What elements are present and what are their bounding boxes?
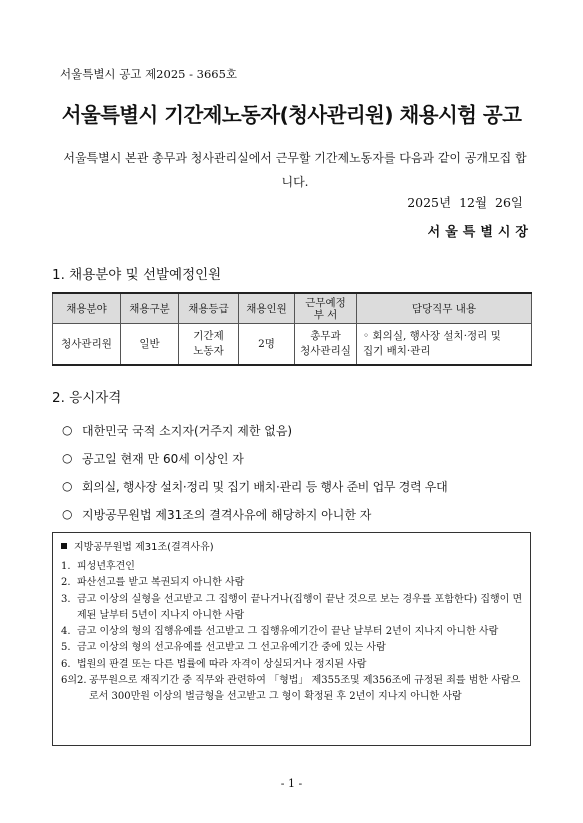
qualification-text: 지방공무원법 제31조의 결격사유에 해당하지 아니한 자: [82, 507, 372, 522]
table-header-cell: 근무예정 부 서: [295, 293, 357, 324]
cell-dept: 총무과 청사관리실: [295, 324, 357, 366]
item-text: 파산선고를 받고 복권되지 아니한 사람: [77, 577, 245, 589]
table-header-cell: 담당직무 내용: [357, 293, 532, 324]
square-bullet-icon: [61, 543, 67, 549]
list-item: [62, 416, 542, 444]
item-number: 6.: [61, 658, 71, 670]
page-title: 서울특별시 기간제노동자(청사관리원) 채용시험 공고: [61, 103, 522, 127]
list-item: [61, 657, 523, 673]
table-row: [53, 324, 532, 366]
announcement-date: 2025년 12월 26일: [407, 195, 523, 210]
recruitment-table: [52, 292, 532, 366]
disqualification-law-box: [52, 532, 531, 746]
law-box-title-text: 지방공무원법 제31조(결격사유): [74, 542, 214, 553]
list-item: [61, 559, 523, 575]
doc-number: 서울특별시 공고 제2025 - 3665호: [60, 67, 238, 81]
list-item: [61, 592, 523, 625]
table-header-cell: 채용등급: [179, 293, 239, 324]
item-text: 법원의 판결 또는 다른 법률에 따라 자격이 상실되거나 정지된 사람: [77, 658, 367, 670]
item-text: 피성년후견인: [77, 561, 135, 572]
table-header-row: [53, 293, 532, 324]
circle-bullet-icon: ○: [62, 423, 73, 437]
table-header-cell: 채용분야: [53, 293, 121, 324]
qualification-text: 대한민국 국적 소지자(거주지 제한 없음): [82, 423, 293, 438]
cell-duty: ◦ 회의실, 행사장 설치·정리 및 집기 배치·관리: [357, 324, 532, 366]
item-number: 1.: [61, 561, 71, 572]
qualification-text: 공고일 현재 만 60세 이상인 자: [82, 451, 244, 466]
signer: 서울특별시장: [427, 225, 533, 240]
cell-type: 일반: [121, 324, 179, 366]
table-header-cell: 채용인원: [239, 293, 295, 324]
page-number: - 1 -: [280, 777, 303, 790]
list-item: [62, 500, 542, 528]
table-header-cell: 채용구분: [121, 293, 179, 324]
list-item: [61, 640, 523, 656]
section-heading-recruitment: 1. 채용분야 및 선발예정인원: [52, 267, 222, 283]
item-text: 금고 이상의 형의 선고유예를 선고받고 그 선고유예기간 중에 있는 사람: [77, 642, 386, 654]
cell-count: 2명: [239, 324, 295, 366]
item-number: 6의2.: [61, 675, 87, 687]
list-item: [61, 624, 523, 640]
list-item: [61, 575, 523, 591]
law-list: [61, 559, 523, 706]
item-number: 5.: [61, 642, 71, 654]
qualification-text: 회의실, 행사장 설치·정리 및 집기 배치·관리 등 행사 준비 업무 경력 우대: [82, 479, 448, 494]
item-text: 금고 이상의 실형을 선고받고 그 집행이 끝나거나(집행이 끝난 것으로 보는 경우를 포함한다) 집행이 면제된 날부터 5년이 지나지 아니한 사람: [77, 593, 523, 621]
item-text: 금고 이상의 형의 집행유예를 선고받고 그 집행유예기간이 끝난 날부터 2년이 지나지 아니한 사람: [77, 626, 499, 638]
cell-field: 청사관리원: [53, 324, 121, 366]
list-item: [62, 472, 542, 500]
law-box-title: [61, 538, 214, 553]
item-number: 4.: [61, 626, 71, 638]
list-item: [61, 673, 523, 706]
qualification-list: [62, 416, 542, 528]
circle-bullet-icon: ○: [62, 507, 73, 521]
item-text: 공무원으로 재직기간 중 직무와 관련하여 「형법」 제355조및 제356조에 규정된 죄를 범한 사람으로서 300만원 이상의 벌금형을 선고받고 그 형이 확정된 후 2년이 지나지 아니한 사람: [89, 675, 521, 703]
circle-bullet-icon: ○: [62, 479, 73, 493]
section-heading-qualifications: 2. 응시자격: [52, 390, 122, 406]
intro-paragraph: 서울특별시 본관 총무과 청사관리실에서 근무할 기간제노동자를 다음과 같이 공개모집 합니다.: [63, 151, 527, 189]
cell-grade: 기간제 노동자: [179, 324, 239, 366]
list-item: [62, 444, 542, 472]
circle-bullet-icon: ○: [62, 451, 73, 465]
item-number: 2.: [61, 577, 71, 589]
item-number: 3.: [61, 593, 71, 605]
